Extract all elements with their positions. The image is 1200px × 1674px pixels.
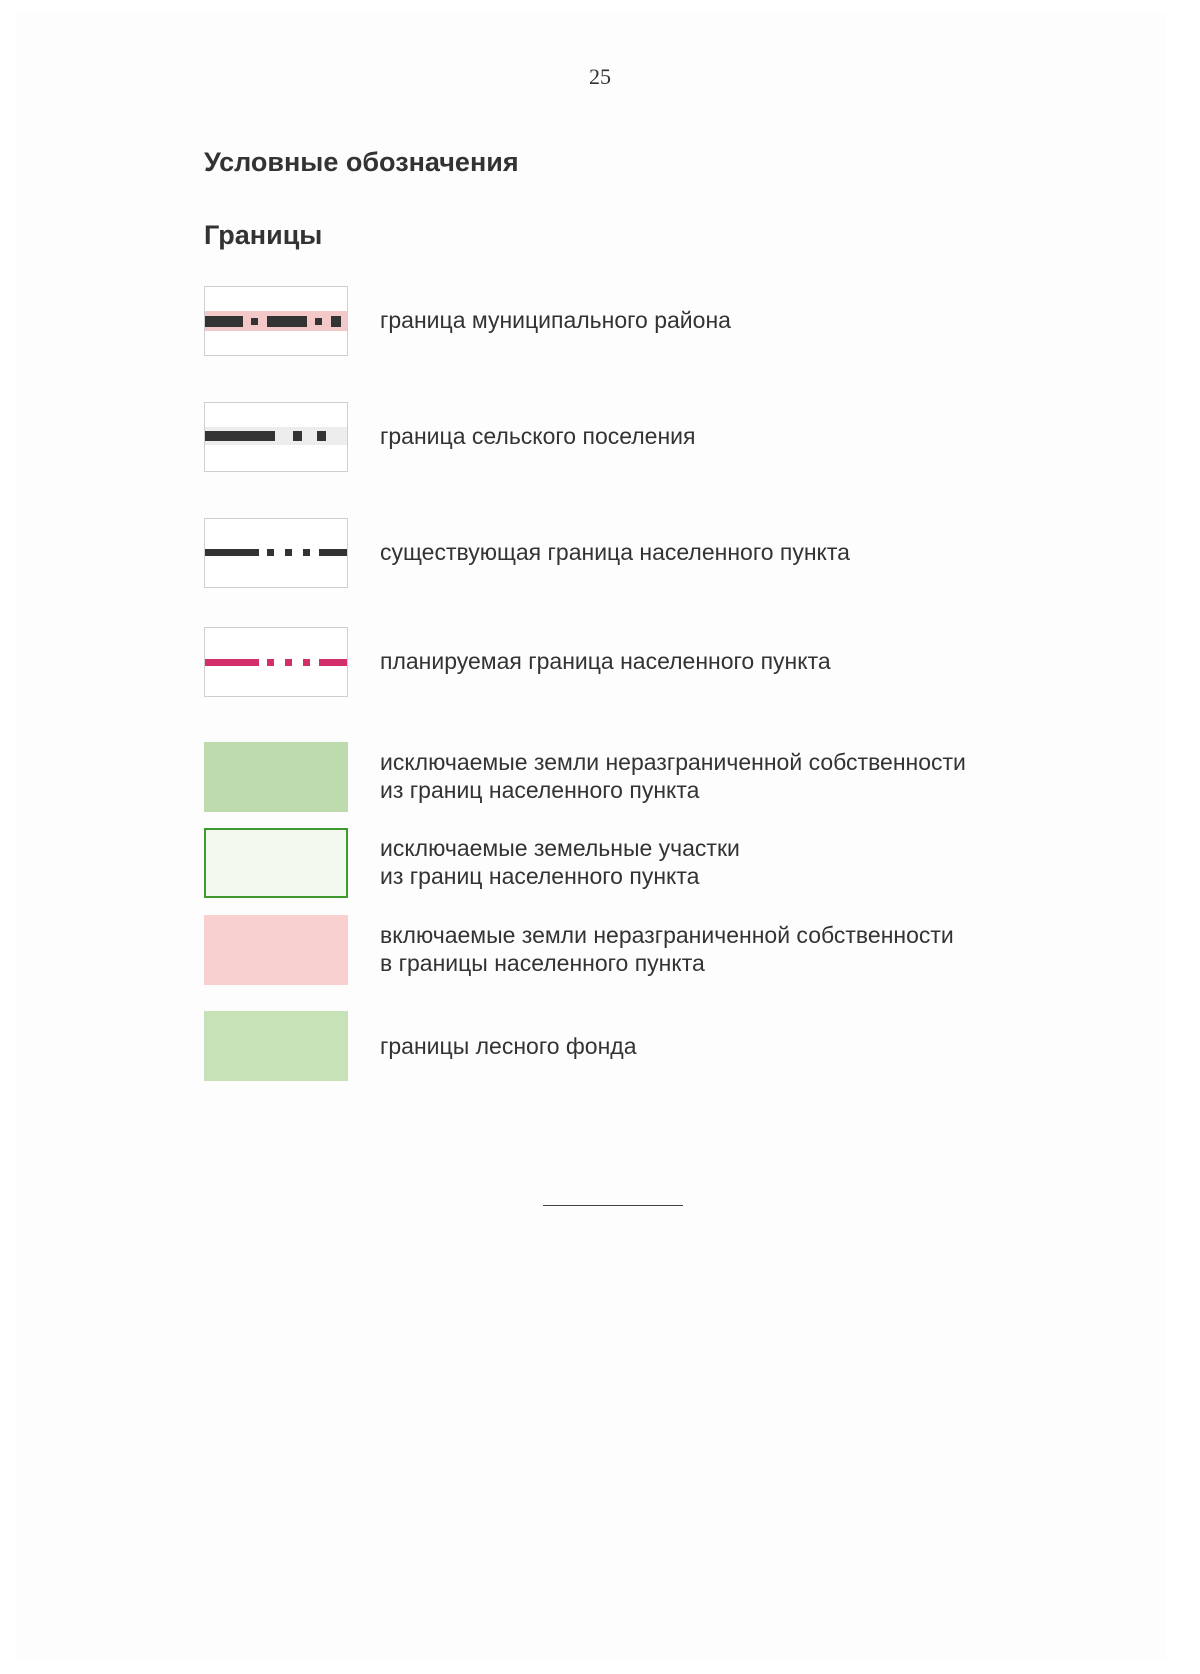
included-unallocated-lands-swatch — [204, 915, 348, 985]
legend-item-label: планируемая граница населенного пункта — [380, 648, 831, 674]
planned-boundary-dot — [285, 659, 292, 666]
rural-settlement-boundary-symbol — [204, 402, 348, 472]
existing-settlement-boundary-line-icon — [205, 519, 347, 587]
existing-boundary-dot — [285, 549, 292, 556]
forest-fund-swatch — [204, 1011, 348, 1081]
section-heading-boundaries: Границы — [204, 220, 323, 250]
existing-boundary-dot — [267, 549, 274, 556]
planned-settlement-boundary-line-icon — [205, 628, 347, 696]
legend-item-label-line-2: из границ населенного пункта — [380, 863, 700, 889]
legend-item-label-line-1: исключаемые земли неразграниченной собственности — [380, 749, 966, 775]
legend-item-label-line-2: из границ населенного пункта — [380, 777, 700, 803]
rural-settlement-boundary-dot — [317, 431, 326, 441]
planned-boundary-dash — [205, 659, 259, 666]
municipal-boundary-symbol — [204, 286, 348, 356]
municipal-boundary-dash — [267, 316, 307, 327]
legend-item-label-line-1: включаемые земли неразграниченной собственности — [380, 922, 954, 948]
legend-item-label: граница сельского поселения — [380, 423, 696, 449]
planned-boundary-dot — [267, 659, 274, 666]
existing-settlement-boundary-symbol — [204, 518, 348, 588]
planned-boundary-dash — [319, 659, 347, 666]
rural-settlement-boundary-dot — [293, 431, 302, 441]
municipal-boundary-dash — [205, 316, 243, 327]
rural-settlement-boundary-dash — [205, 431, 275, 441]
legend-item-label — [380, 748, 966, 804]
existing-boundary-dash — [319, 549, 347, 556]
legend-title: Условные обозначения — [204, 147, 519, 177]
excluded-land-plots-swatch — [204, 828, 348, 898]
municipal-boundary-dash — [331, 316, 341, 327]
legend-item-label: граница муниципального района — [380, 307, 731, 333]
legend-item-label — [380, 921, 954, 977]
excluded-unallocated-lands-swatch — [204, 742, 348, 812]
municipal-boundary-dot — [315, 318, 322, 325]
legend-item-label-line-2: в границы населенного пункта — [380, 950, 705, 976]
municipal-boundary-line-icon — [205, 287, 347, 355]
planned-settlement-boundary-symbol — [204, 627, 348, 697]
rural-settlement-boundary-line-icon — [205, 403, 347, 471]
page-number: 25 — [589, 64, 611, 89]
legend-item-label: существующая граница населенного пункта — [380, 539, 850, 565]
legend-item-label: границы лесного фонда — [380, 1033, 637, 1059]
existing-boundary-dot — [303, 549, 310, 556]
existing-boundary-dash — [205, 549, 259, 556]
closing-rule — [543, 1205, 683, 1206]
legend-item-label-line-1: исключаемые земельные участки — [380, 835, 740, 861]
planned-boundary-dot — [303, 659, 310, 666]
legend-item-label — [380, 834, 740, 890]
municipal-boundary-dot — [251, 318, 258, 325]
